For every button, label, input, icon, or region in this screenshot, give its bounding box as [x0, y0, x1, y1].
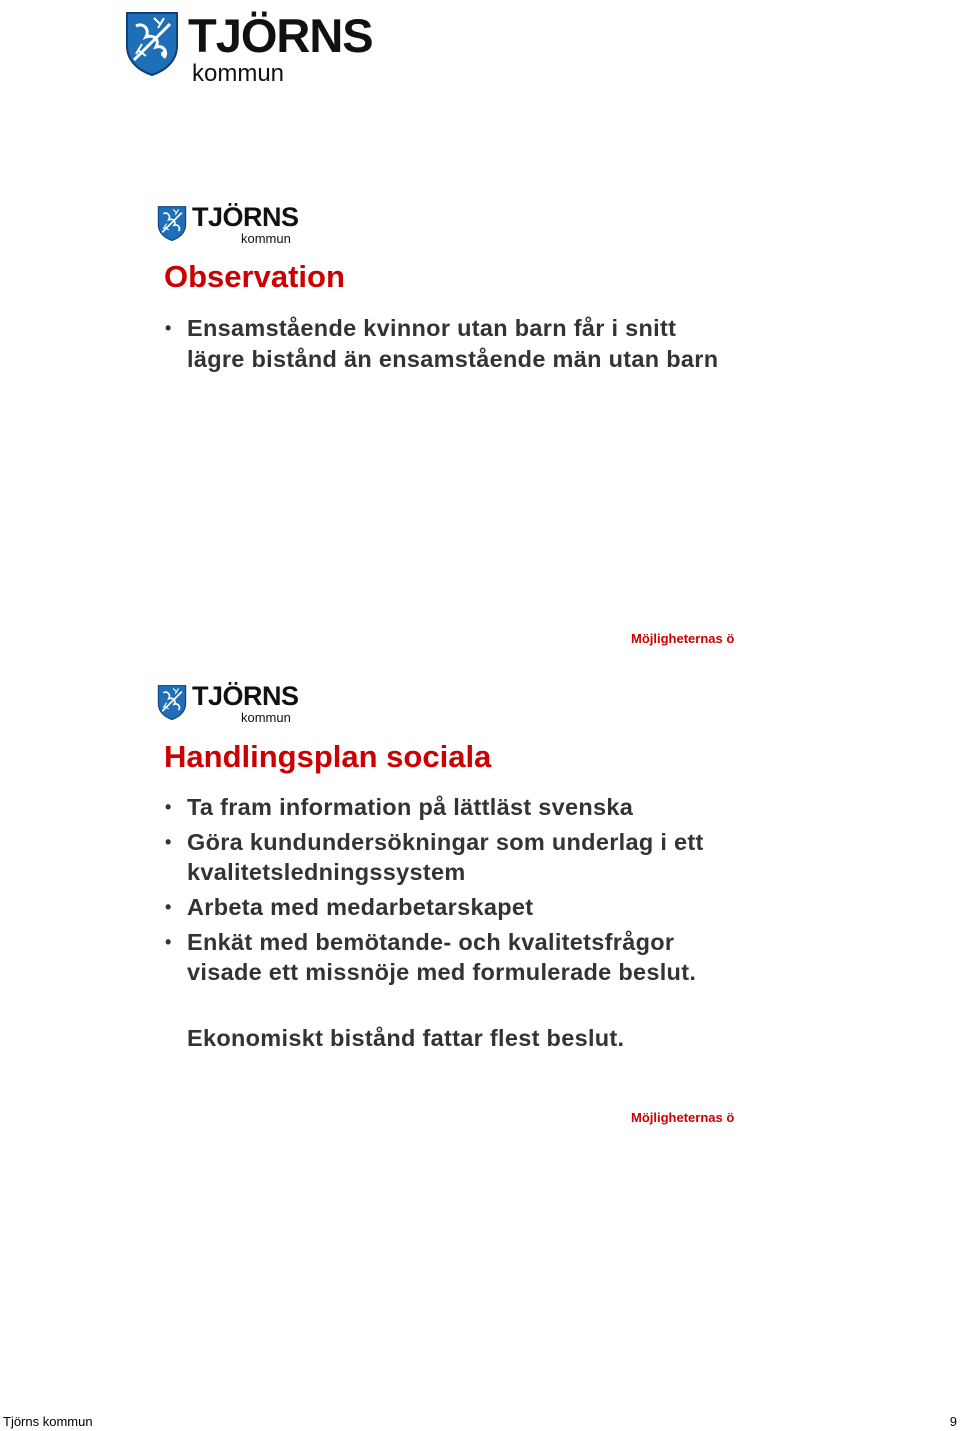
- logo-sub: kommun: [241, 710, 291, 725]
- bullet-item: [164, 313, 724, 374]
- logo-name: TJÖRNS: [192, 202, 299, 232]
- footer-organization: Tjörns kommun: [3, 1414, 93, 1429]
- bullet-item: [164, 792, 744, 822]
- bullet-text: Ensamstående kvinnor utan barn får i snitt lägre bistånd än ensamstående män utan barn: [187, 315, 719, 372]
- logo-name: TJÖRNS: [188, 9, 373, 62]
- bullet-icon: •: [165, 832, 172, 852]
- logo-sub: kommun: [241, 231, 291, 246]
- bullet-list: [164, 792, 744, 992]
- logo-sub: kommun: [192, 60, 285, 87]
- bullet-icon: •: [165, 318, 172, 338]
- bullet-item: [164, 927, 744, 987]
- bullet-text: Arbeta med medarbetarskapet: [187, 894, 534, 920]
- slide-tagline: Möjligheternas ö: [631, 1110, 735, 1125]
- bullet-item: [164, 827, 744, 887]
- logo-name: TJÖRNS: [192, 681, 299, 711]
- summary-line: Ekonomiskt bistånd fattar flest beslut.: [187, 1025, 625, 1051]
- tjorn-coat-of-arms-icon: [156, 684, 188, 720]
- bullet-icon: •: [165, 932, 172, 952]
- page-number: 9: [949, 1414, 957, 1429]
- bullet-text: Enkät med bemötande- och kvalitetsfrågor visade ett missnöje med formulerade beslut.: [187, 929, 697, 985]
- slide-title: Observation: [164, 259, 345, 294]
- bullet-icon: •: [165, 797, 172, 817]
- bullet-list: [164, 313, 724, 374]
- bullet-icon: •: [165, 897, 172, 917]
- slide-title: Handlingsplan sociala: [164, 739, 492, 774]
- slide-tagline: Möjligheternas ö: [631, 631, 735, 646]
- tjorn-coat-of-arms-icon: [124, 10, 180, 76]
- tjorn-coat-of-arms-icon: [156, 205, 188, 241]
- slide-logo: [156, 681, 299, 725]
- header-logo: [124, 10, 373, 86]
- bullet-item: [164, 892, 744, 922]
- slide-logo: [156, 202, 299, 246]
- bullet-text: Ta fram information på lättläst svenska: [187, 794, 634, 820]
- bullet-text: Göra kundundersökningar som underlag i ett kvalitetsledningssystem: [187, 829, 704, 885]
